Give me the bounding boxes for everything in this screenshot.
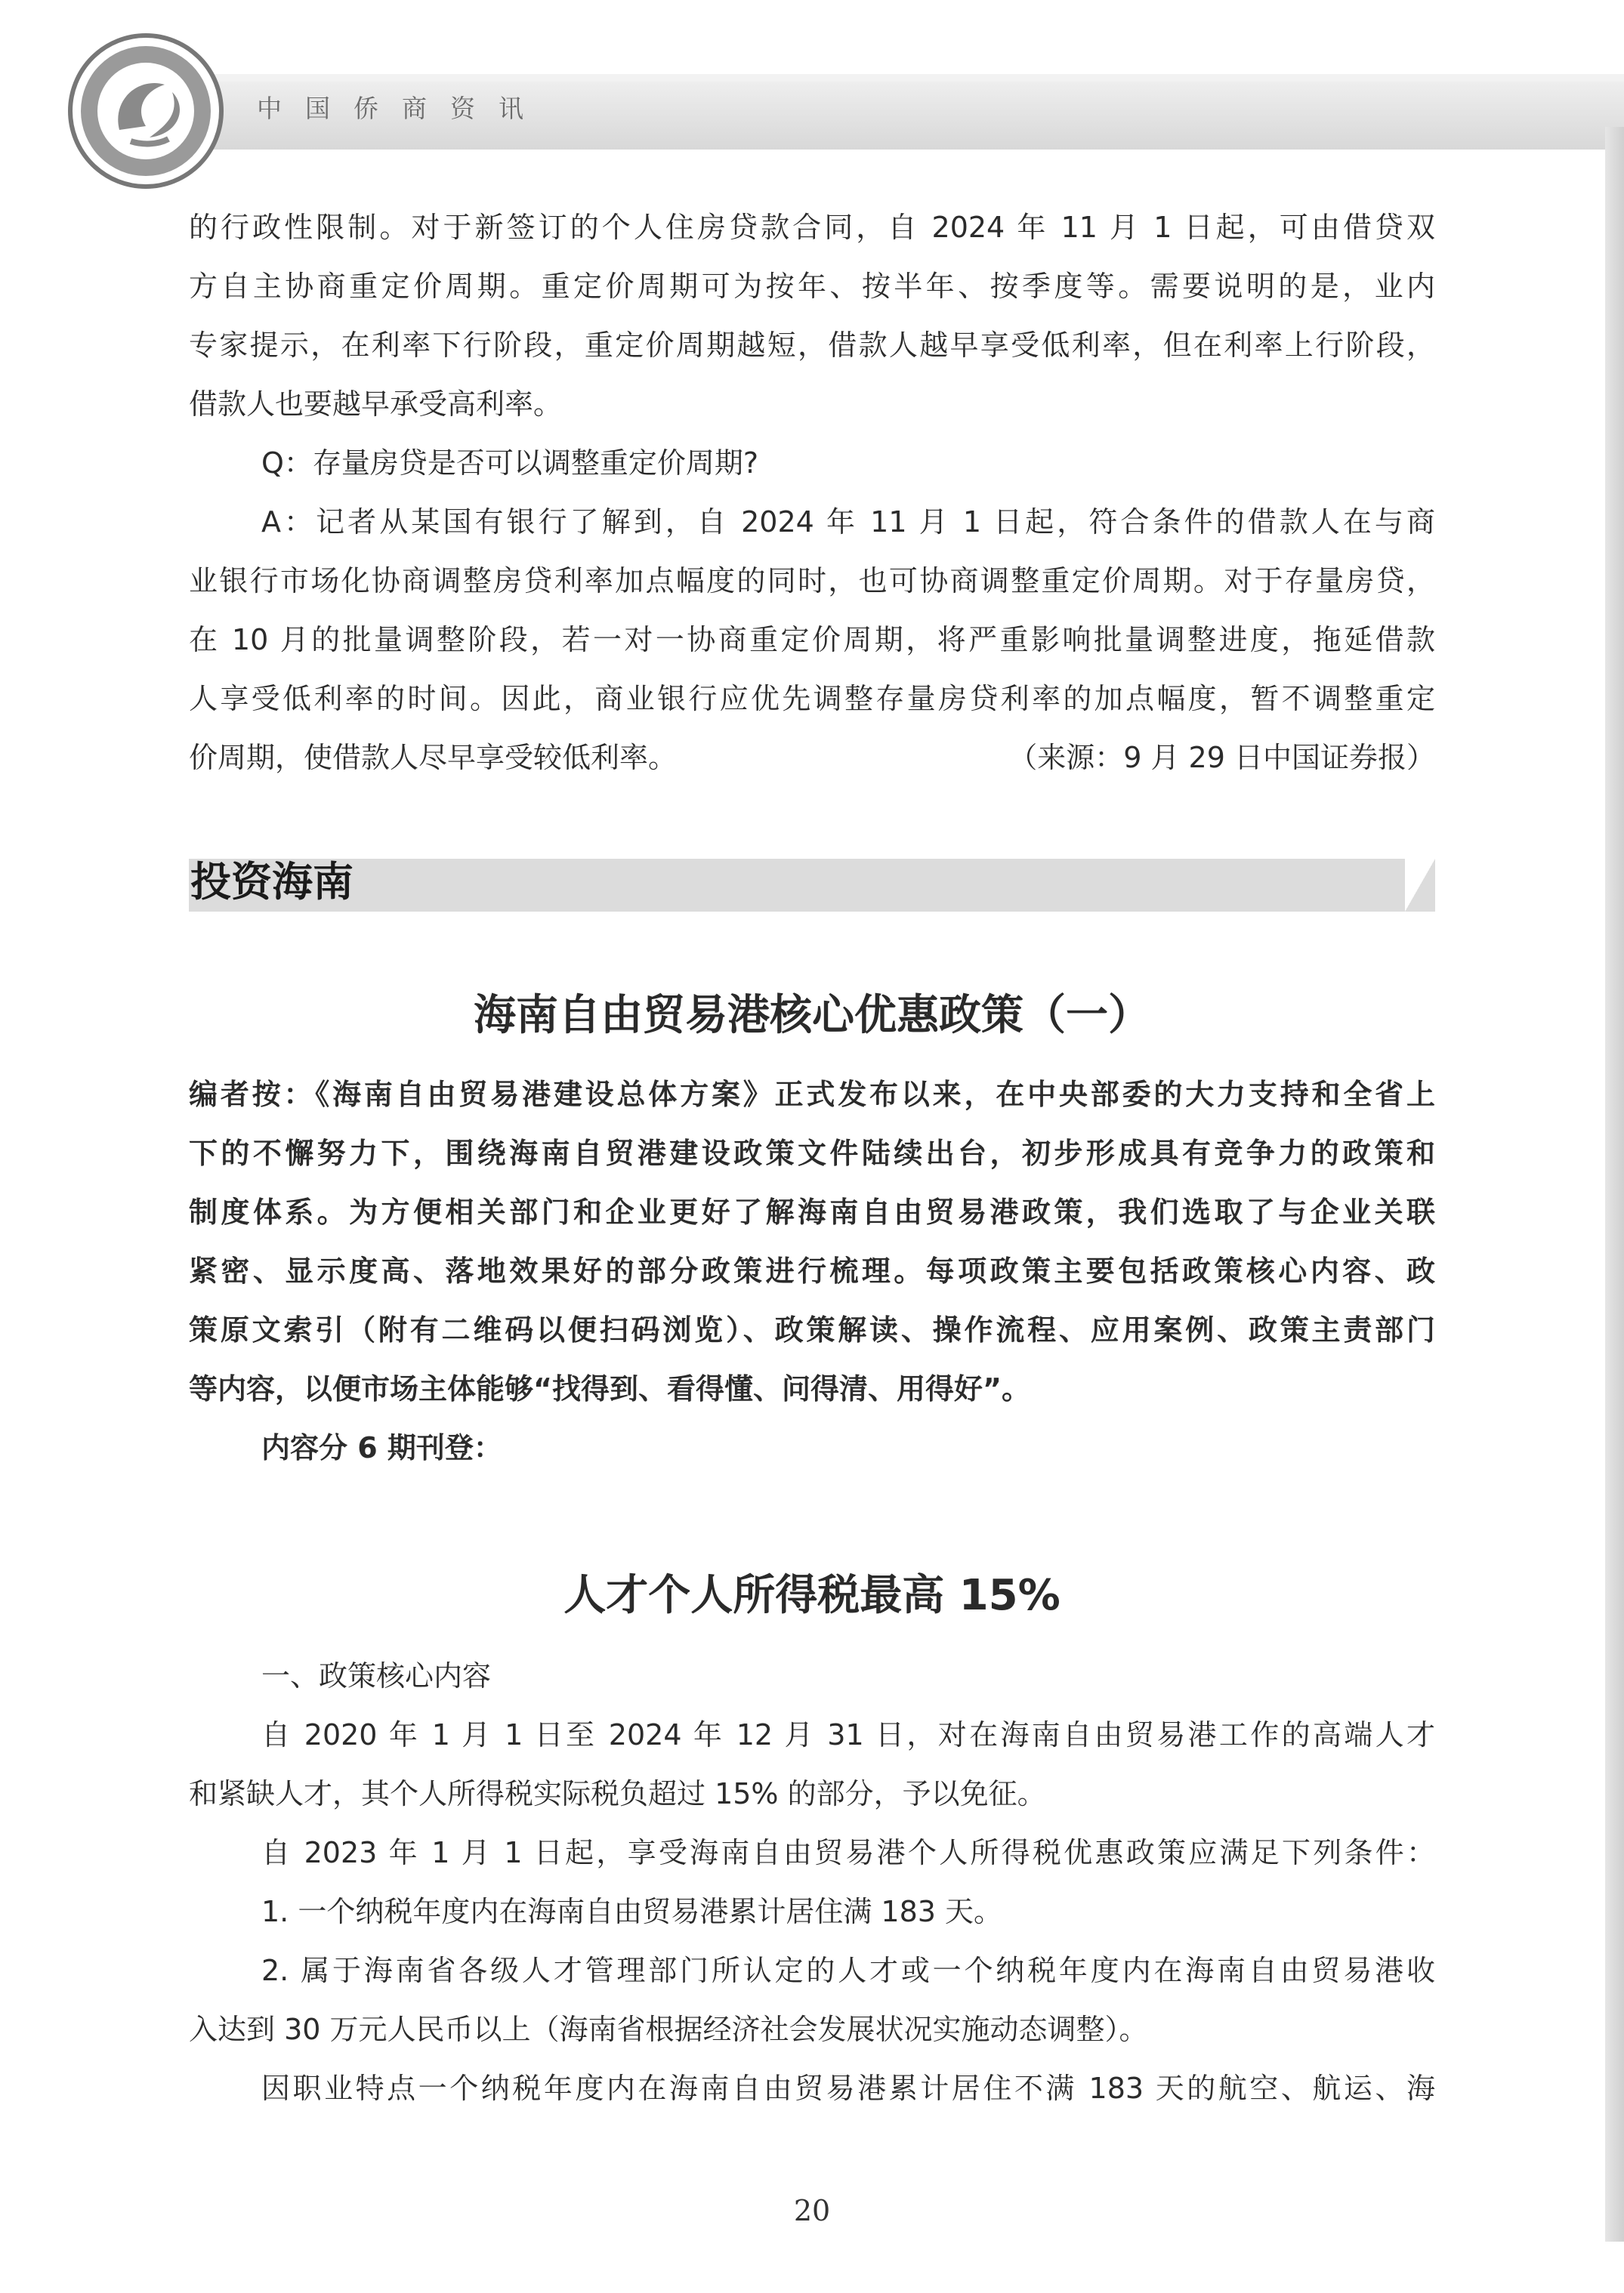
article-title: 海南自由贸易港核心优惠政策（一） bbox=[474, 991, 1150, 1040]
section-bar bbox=[189, 859, 1435, 912]
answer-line: 业银行市场化协商调整房贷利率加点幅度的同时，也可协商调整重定价周期。对于存量房贷， bbox=[189, 564, 1435, 597]
policy-title: 人才个人所得税最高 15% bbox=[563, 1571, 1061, 1620]
editor-note-line: 紧密、显示度高、落地效果好的部分政策进行梳理。每项政策主要包括政策核心内容、政 bbox=[189, 1255, 1435, 1288]
policy-line: 和紧缺人才，其个人所得税实际税负超过 15% 的部分，予以免征。 bbox=[189, 1777, 1046, 1810]
answer-line: A：记者从某国有银行了解到，自 2024 年 11 月 1 日起，符合条件的借款人在与商 bbox=[261, 505, 1435, 539]
editor-note-line: 策原文索引（附有二维码以便扫码浏览）、政策解读、操作流程、应用案例、政策主责部门 bbox=[189, 1313, 1435, 1347]
question-line: Q：存量房贷是否可以调整重定价周期? bbox=[261, 446, 759, 480]
policy-line: 因职业特点一个纳税年度内在海南自由贸易港累计居住不满 183 天的航空、航运、海 bbox=[261, 2072, 1435, 2105]
editor-note-line: 制度体系。为方便相关部门和企业更好了解海南自由贸易港政策，我们选取了与企业关联 bbox=[189, 1196, 1435, 1229]
paragraph-line: 专家提示，在利率下行阶段，重定价周期越短，借款人越早享受低利率，但在利率上行阶段， bbox=[189, 329, 1435, 362]
section-bar-corner bbox=[1405, 859, 1435, 912]
policy-subheading: 一、政策核心内容 bbox=[261, 1659, 492, 1693]
policy-line: 1. 一个纳税年度内在海南自由贸易港累计居住满 183 天。 bbox=[261, 1895, 1003, 1928]
answer-line: 价周期，使借款人尽早享受较低利率。 bbox=[189, 741, 678, 774]
paragraph-line: 方自主协商重定价周期。重定价周期可为按年、按半年、按季度等。需要说明的是，业内 bbox=[189, 270, 1435, 303]
policy-line: 入达到 30 万元人民币以上（海南省根据经济社会发展状况实施动态调整）。 bbox=[189, 2013, 1148, 2046]
policy-line: 自 2023 年 1 月 1 日起，享受海南自由贸易港个人所得税优惠政策应满足下列条件： bbox=[261, 1836, 1435, 1869]
page-number: 20 bbox=[793, 2194, 831, 2227]
logo-emblem bbox=[66, 32, 225, 190]
source-citation: （来源：9 月 29 日中国证券报） bbox=[1008, 741, 1435, 774]
paragraph-line: 的行政性限制。对于新签订的个人住房贷款合同，自 2024 年 11 月 1 日起，可由借贷双 bbox=[189, 211, 1435, 244]
answer-line: 人享受低利率的时间。因此，商业银行应优先调整存量房贷利率的加点幅度，暂不调整重定 bbox=[189, 682, 1435, 715]
policy-line: 2. 属于海南省各级人才管理部门所认定的人才或一个纳税年度内在海南自由贸易港收 bbox=[261, 1954, 1435, 1987]
section-title: 投资海南 bbox=[190, 857, 354, 906]
page-edge-strip bbox=[1605, 127, 1624, 2242]
answer-line: 在 10 月的批量调整阶段，若一对一协商重定价周期，将严重影响批量调整进度，拖延借款 bbox=[189, 623, 1435, 656]
editor-note-line: 下的不懈努力下，围绕海南自贸港建设政策文件陆续出台，初步形成具有竞争力的政策和 bbox=[189, 1137, 1435, 1170]
editor-note-line: 等内容，以便市场主体能够“找得到、看得懂、问得清、用得好”。 bbox=[189, 1372, 1030, 1406]
editor-note-tail: 内容分 6 期刊登： bbox=[261, 1431, 502, 1464]
editor-note-line: 编者按：《海南自由贸易港建设总体方案》正式发布以来，在中央部委的大力支持和全省上 bbox=[189, 1078, 1435, 1111]
paragraph-line: 借款人也要越早承受高利率。 bbox=[189, 387, 563, 421]
header-title: 中国侨商资讯 bbox=[257, 94, 547, 123]
policy-line: 自 2020 年 1 月 1 日至 2024 年 12 月 31 日，对在海南自由贸易港工作的高端人才 bbox=[261, 1718, 1435, 1751]
